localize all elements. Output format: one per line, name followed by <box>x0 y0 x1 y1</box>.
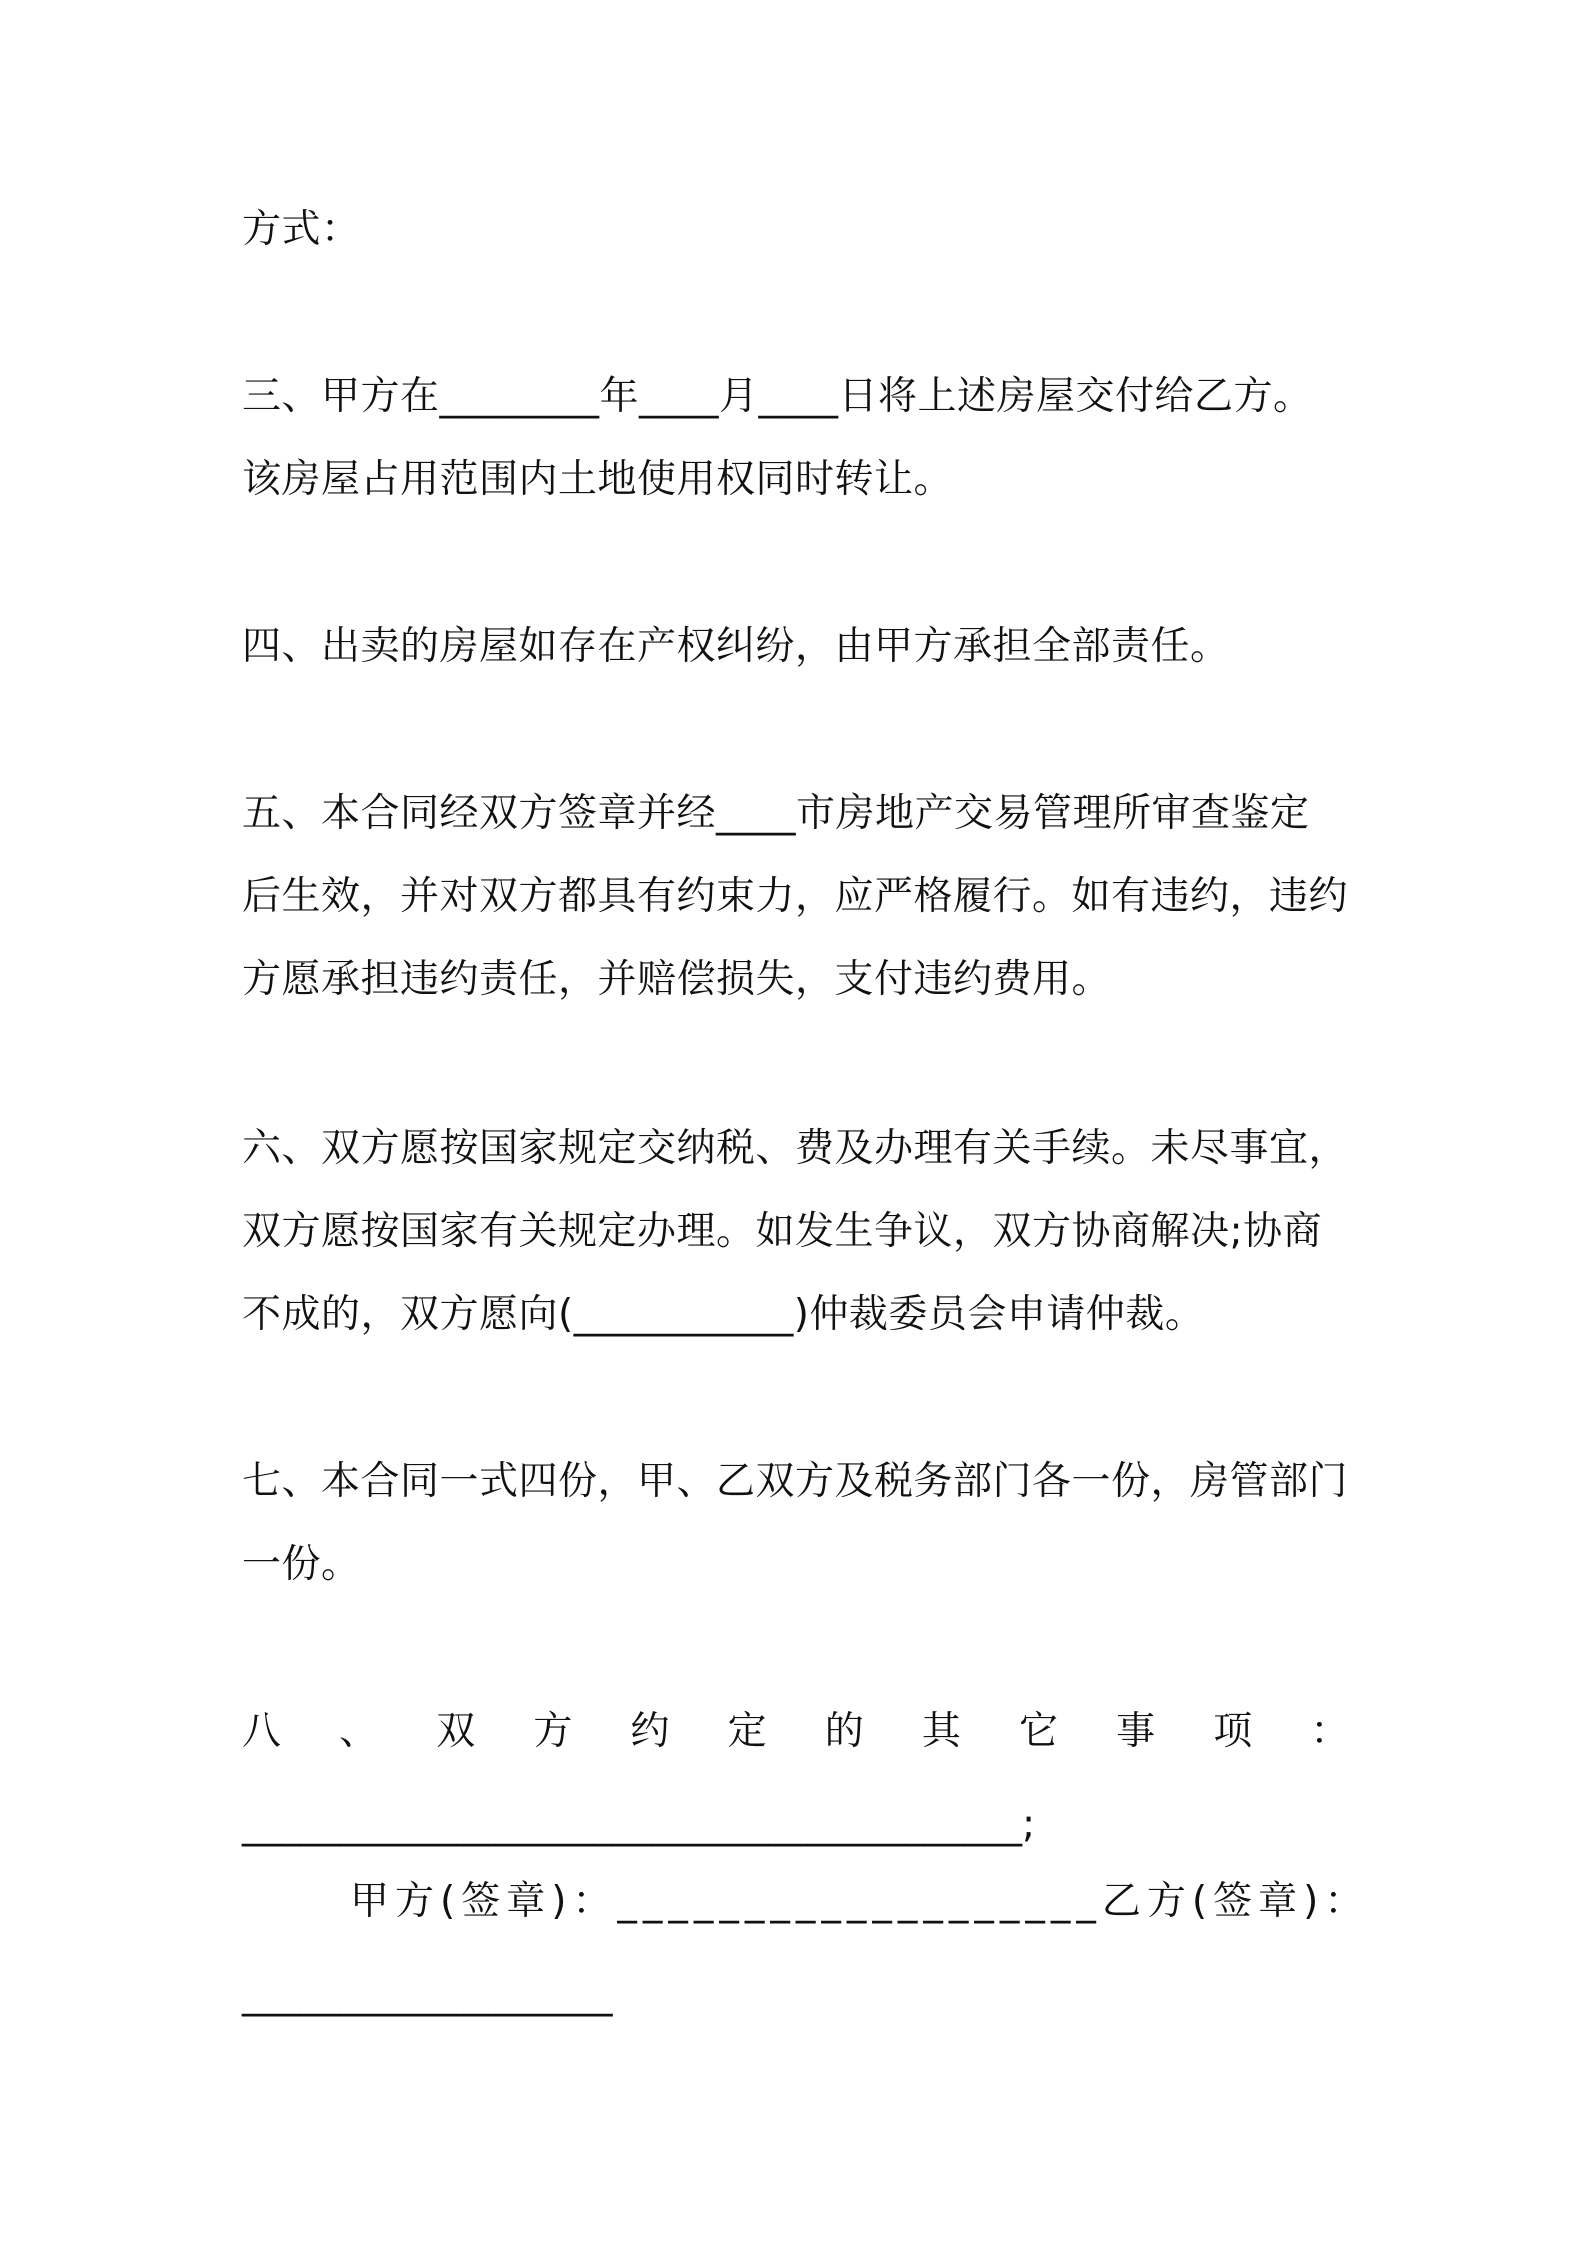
article-8-char: 其 <box>921 1709 962 1754</box>
article-3-line-2: 该房屋占用范围内土地使用权同时转让。 <box>242 457 954 502</box>
article-8-char: 项 <box>1213 1709 1253 1754</box>
article-6-line-2: 双方愿按国家有关规定办理。如发生争议，双方协商解决;协商 <box>242 1209 1323 1254</box>
article-5-line-2: 后生效，并对双方都具有约束力，应严格履行。如有违约，违约 <box>242 874 1349 919</box>
article-8-char: 约 <box>630 1709 671 1754</box>
article-3-line-1: 三、甲方在________年____月____日将上述房屋交付给乙方。 <box>242 374 1313 419</box>
article-8-char: 它 <box>1019 1709 1059 1754</box>
article-8-char: 事 <box>1116 1709 1156 1754</box>
article-5-line-1: 五、本合同经双方签章并经____市房地产交易管理所审查鉴定 <box>242 791 1310 836</box>
article-7-line-2: 一份。 <box>242 1542 361 1587</box>
article-8-char: 双 <box>436 1709 476 1754</box>
signature-line: 甲方(签章)：___________________乙方(签章)： <box>350 1879 1370 1924</box>
article-8-char: 、 <box>339 1709 379 1754</box>
article-8-char: 方 <box>533 1709 573 1754</box>
signature-blank-line: ___________________ <box>242 1972 613 2017</box>
article-8-char: 八 <box>242 1709 282 1754</box>
paragraph-line: 方式： <box>242 207 361 252</box>
article-4-line-1: 四、出卖的房屋如存在产权纠纷，由甲方承担全部责任。 <box>242 624 1230 669</box>
article-8-blank-line: ________________________________________; <box>242 1802 1036 1847</box>
article-8-char: 定 <box>727 1709 768 1754</box>
article-6-line-1: 六、双方愿按国家规定交纳税、费及办理有关手续。未尽事宜， <box>242 1126 1349 1171</box>
article-8-heading <box>242 1707 1350 1757</box>
article-5-line-3: 方愿承担违约责任，并赔偿损失，支付违约费用。 <box>242 957 1112 1002</box>
article-8-char: ： <box>1310 1709 1350 1754</box>
article-6-line-3: 不成的，双方愿向(___________)仲裁委员会申请仲裁。 <box>242 1292 1205 1337</box>
article-8-char: 的 <box>824 1709 865 1754</box>
article-7-line-1: 七、本合同一式四份，甲、乙双方及税务部门各一份，房管部门 <box>242 1459 1349 1504</box>
